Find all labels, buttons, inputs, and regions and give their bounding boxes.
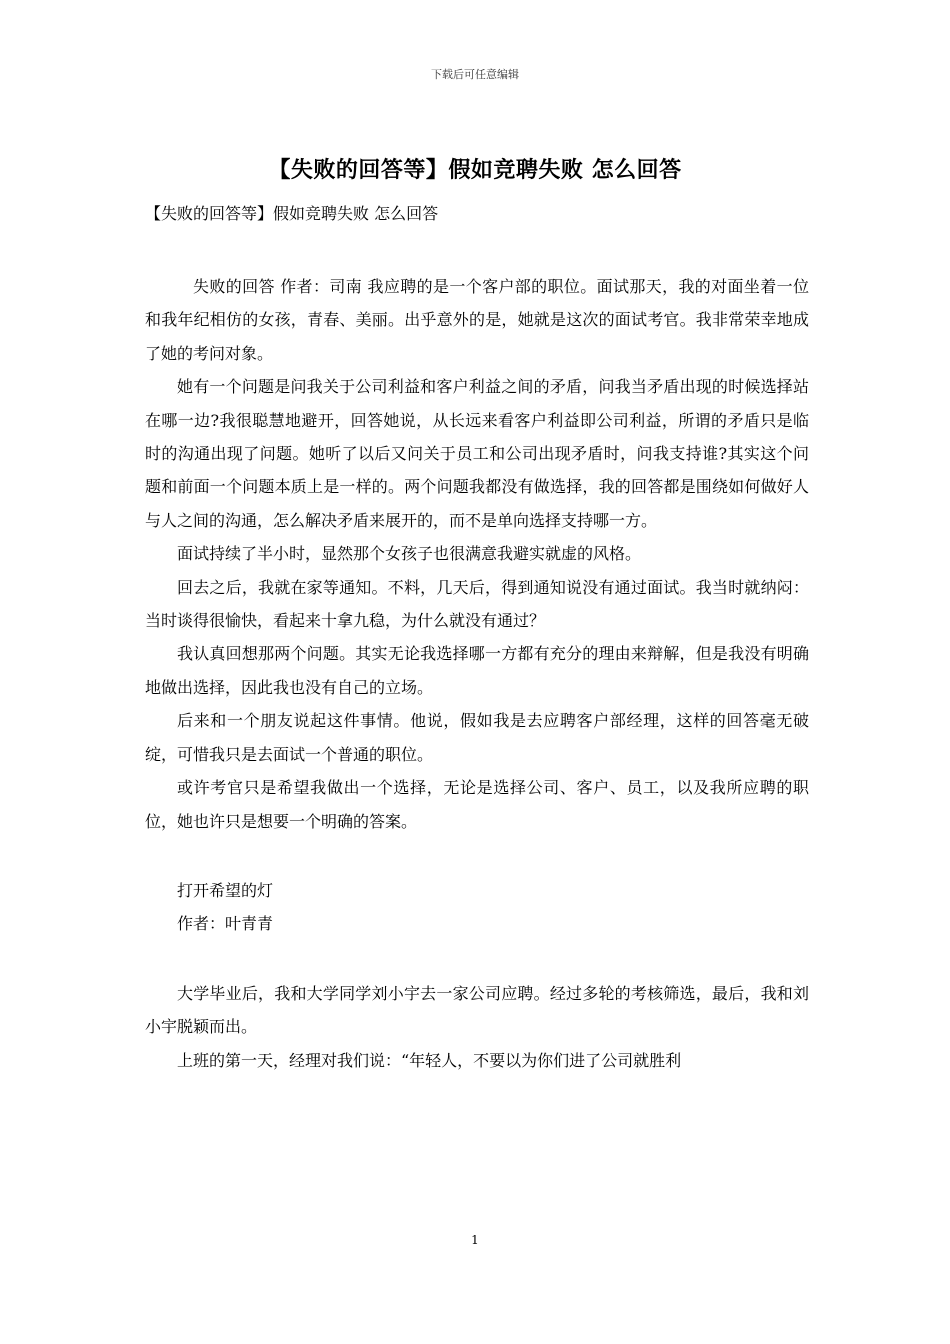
- section-heading: 打开希望的灯: [177, 880, 274, 900]
- author-line: 作者：叶青青: [177, 914, 274, 934]
- page-header-note: 下载后可任意编辑: [431, 68, 519, 81]
- paragraph: 或许考官只是希望我做出一个选择，无论是选择公司、客户、员工，以及我所应聘的职位，她也许只是想要一个明确的答案。: [145, 778, 809, 831]
- paragraph: 大学毕业后，我和大学同学刘小宇去一家公司应聘。经过多轮的考核筛选，最后，我和刘小宇脱颖而出。: [145, 983, 809, 1037]
- document-subtitle: 【失败的回答等】假如竞聘失败 怎么回答: [145, 204, 439, 223]
- page-number: 1: [471, 1233, 479, 1247]
- paragraph: 她有一个问题是问我关于公司利益和客户利益之间的矛盾，问我当矛盾出现的时候选择站在哪一边?我很聪慧地避开，回答她说，从长远来看客户利益即公司利益，所谓的矛盾只是临时的沟通出现了问题。她听了以后又问关于员工和公司出现矛盾时，问我支持谁?其实这个问题和前面一个问题本质上是一样的。两个问题我都没有做选择，我的回答都是围绕如何做好人与人之间的沟通，怎么解决矛盾来展开的，而不是单向选择支持哪一方。: [145, 377, 809, 530]
- document-title: 【失败的回答等】假如竞聘失败 怎么回答: [268, 157, 682, 183]
- paragraph: 我认真回想那两个问题。其实无论我选择哪一方都有充分的理由来辩解，但是我没有明确地做出选择，因此我也没有自己的立场。: [145, 644, 809, 697]
- paragraph: 面试持续了半小时，显然那个女孩子也很满意我避实就虚的风格。: [177, 544, 642, 564]
- paragraph: 后来和一个朋友说起这件事情。他说，假如我是去应聘客户部经理，这样的回答毫无破绽，可惜我只是去面试一个普通的职位。: [145, 711, 809, 764]
- paragraph: 回去之后，我就在家等通知。不料，几天后，得到通知说没有通过面试。我当时就纳闷：当时谈得很愉快，看起来十拿九稳，为什么就没有通过？: [145, 577, 809, 631]
- paragraph: 失败的回答 作者：司南 我应聘的是一个客户部的职位。面试那天，我的对面坐着一位和我年纪相仿的女孩，青春、美丽。出乎意外的是，她就是这次的面试考官。我非常荣幸地成了她的考问对象。: [145, 277, 809, 363]
- document-body: [145, 270, 809, 1077]
- paragraph: 上班的第一天，经理对我们说：“年轻人，不要以为你们进了公司就胜利: [177, 1050, 682, 1070]
